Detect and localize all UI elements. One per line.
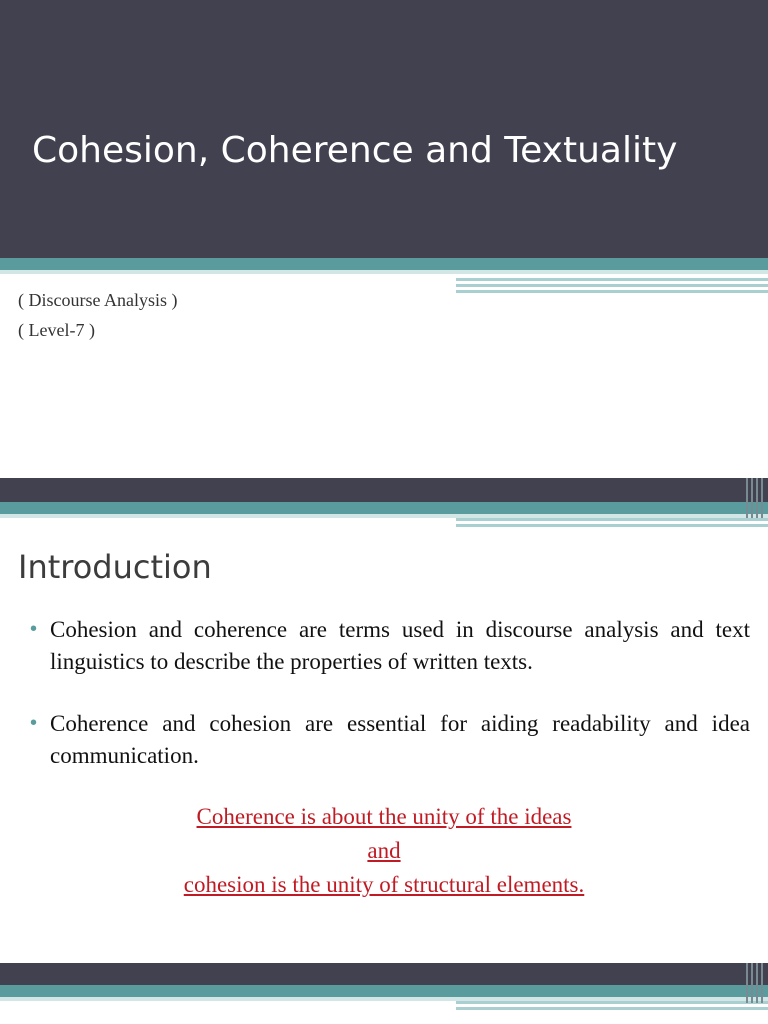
slide-title: Cohesion, Coherence and Textuality <box>32 130 678 171</box>
decor-stripe <box>456 290 768 293</box>
next-slide-partial <box>0 963 768 1024</box>
decor-stripe <box>456 524 768 527</box>
accent-band <box>0 985 768 997</box>
introduction-slide <box>0 478 768 963</box>
bullet-icon: • <box>30 712 38 734</box>
accent-band-light <box>0 270 768 274</box>
decor-stripe <box>456 278 768 281</box>
highlight-line: and <box>367 838 401 863</box>
title-header-band <box>0 0 768 258</box>
bullet-icon: • <box>30 618 38 640</box>
subtitle-line: ( Discourse Analysis ) <box>18 290 178 310</box>
decor-stripe <box>456 1001 768 1004</box>
decor-stripe <box>456 284 768 287</box>
highlight-line: cohesion is the unity of structural elements. <box>183 872 585 897</box>
slide-header-band <box>0 478 768 502</box>
slide-header-band <box>0 963 768 985</box>
decor-vertical-bars <box>744 963 768 1003</box>
section-heading: Introduction <box>18 548 212 586</box>
subtitle-line: ( Level-7 ) <box>18 320 95 340</box>
accent-band <box>0 258 768 270</box>
highlight-line: Coherence is about the unity of the ideas <box>196 804 572 829</box>
accent-band <box>0 502 768 514</box>
title-slide <box>0 0 768 478</box>
bullet-text: Cohesion and coherence are terms used in discourse analysis and text linguistics to describe the properties of written texts. <box>50 617 750 674</box>
decor-stripe <box>456 518 768 521</box>
decor-stripe <box>456 1007 768 1010</box>
decor-vertical-bars <box>744 478 768 518</box>
bullet-text: Coherence and cohesion are essential for aiding readability and idea communication. <box>50 711 750 768</box>
